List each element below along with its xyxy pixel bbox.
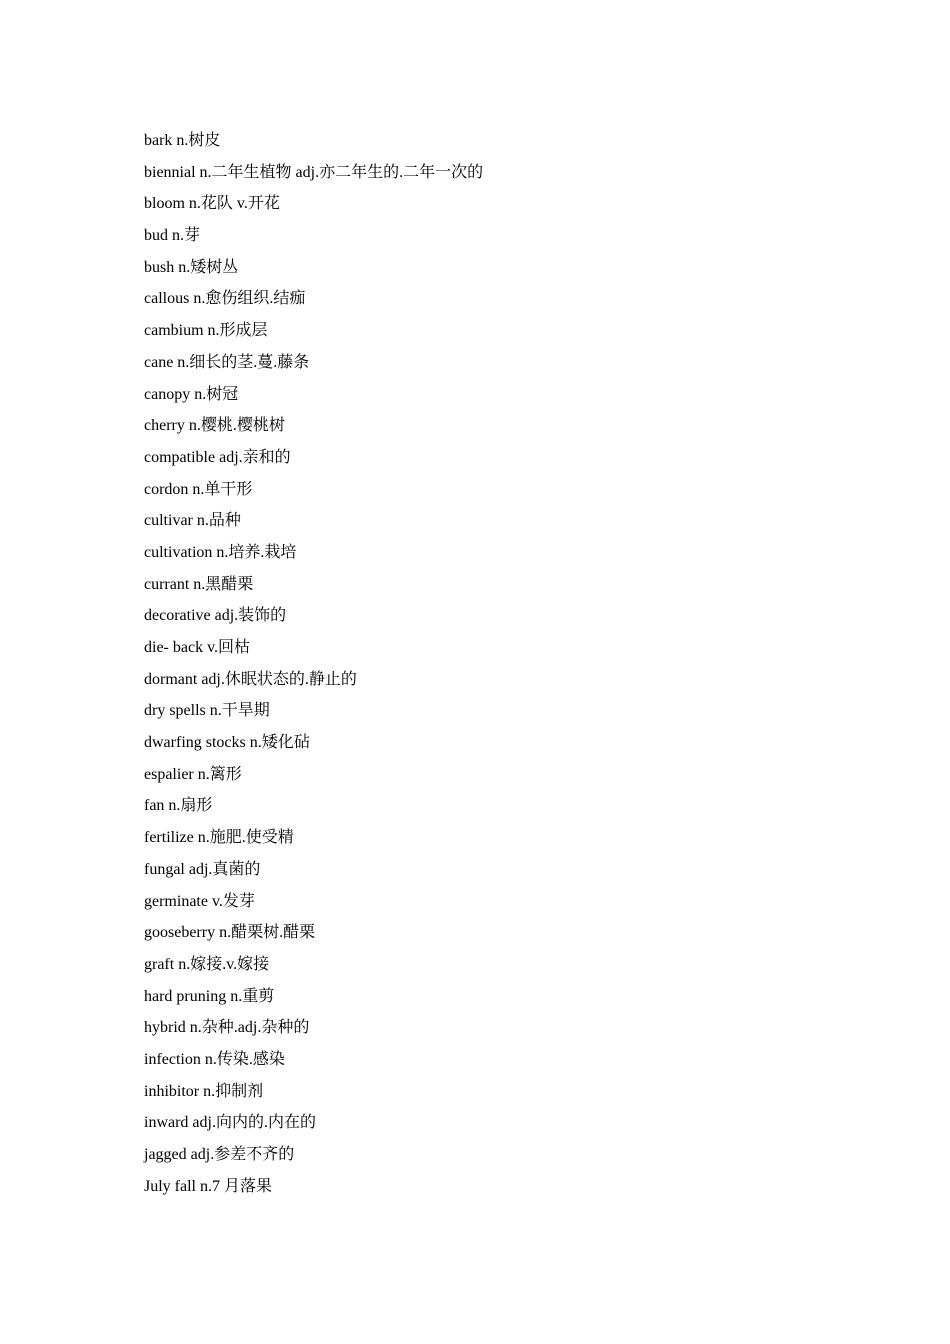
- glossary-entry: bloom n.花队 v.开花: [144, 195, 280, 213]
- glossary-entry: inhibitor n.抑制剂: [144, 1082, 264, 1100]
- glossary-entry: fertilize n.施肥.使受精: [144, 829, 294, 847]
- glossary-entry: fungal adj.真菌的: [144, 860, 261, 878]
- glossary-entry: espalier n.篱形: [144, 765, 242, 783]
- glossary-entry: jagged adj.参差不齐的: [144, 1146, 295, 1163]
- glossary-entry: cambium n.形成层: [144, 322, 268, 340]
- glossary-entry: decorative adj.装饰的: [144, 607, 287, 625]
- glossary-entry: cordon n.单干形: [144, 480, 253, 498]
- glossary-entry: compatible adj.亲和的: [144, 448, 291, 466]
- glossary-entry: canopy n.树冠: [144, 385, 239, 403]
- glossary-entry: fan n.扇形: [144, 797, 213, 815]
- glossary-entry: dwarfing stocks n.矮化砧: [144, 734, 310, 752]
- glossary-entry: hybrid n.杂种.adj.杂种的: [144, 1019, 310, 1037]
- glossary-entry: die- back v.回枯: [144, 639, 251, 656]
- glossary-entry: infection n.传染.感染: [144, 1050, 285, 1068]
- glossary-entry: currant n.黑醋栗: [144, 575, 254, 593]
- glossary-entry: gooseberry n.醋栗树.醋栗: [144, 924, 316, 942]
- glossary-entry: germinate v.发芽: [144, 892, 255, 910]
- glossary-entry: cultivation n.培养.栽培: [144, 543, 297, 561]
- glossary-list: [144, 129, 483, 1206]
- glossary-entry: callous n.愈伤组织.结痂: [144, 290, 306, 308]
- glossary-entry: dormant adj.休眠状态的.静止的: [144, 670, 357, 688]
- glossary-entry: inward adj.向内的.内在的: [144, 1114, 316, 1132]
- glossary-entry: hard pruning n.重剪: [144, 987, 275, 1005]
- glossary-entry: July fall n.7 月落果: [144, 1177, 272, 1195]
- glossary-entry: cultivar n.品种: [144, 512, 241, 530]
- glossary-entry: biennial n.二年生植物 adj.亦二年生的.二年一次的: [144, 163, 484, 181]
- glossary-entry: graft n.嫁接.v.嫁接: [144, 955, 270, 973]
- glossary-entry: cherry n.樱桃.樱桃树: [144, 417, 285, 435]
- glossary-entry: bark n.树皮: [144, 132, 221, 149]
- glossary-entry: cane n.细长的茎.蔓.藤条: [144, 353, 310, 371]
- glossary-entry: dry spells n.干旱期: [144, 702, 270, 720]
- glossary-entry: bud n.芽: [144, 227, 201, 245]
- glossary-entry: bush n.矮树丛: [144, 258, 239, 276]
